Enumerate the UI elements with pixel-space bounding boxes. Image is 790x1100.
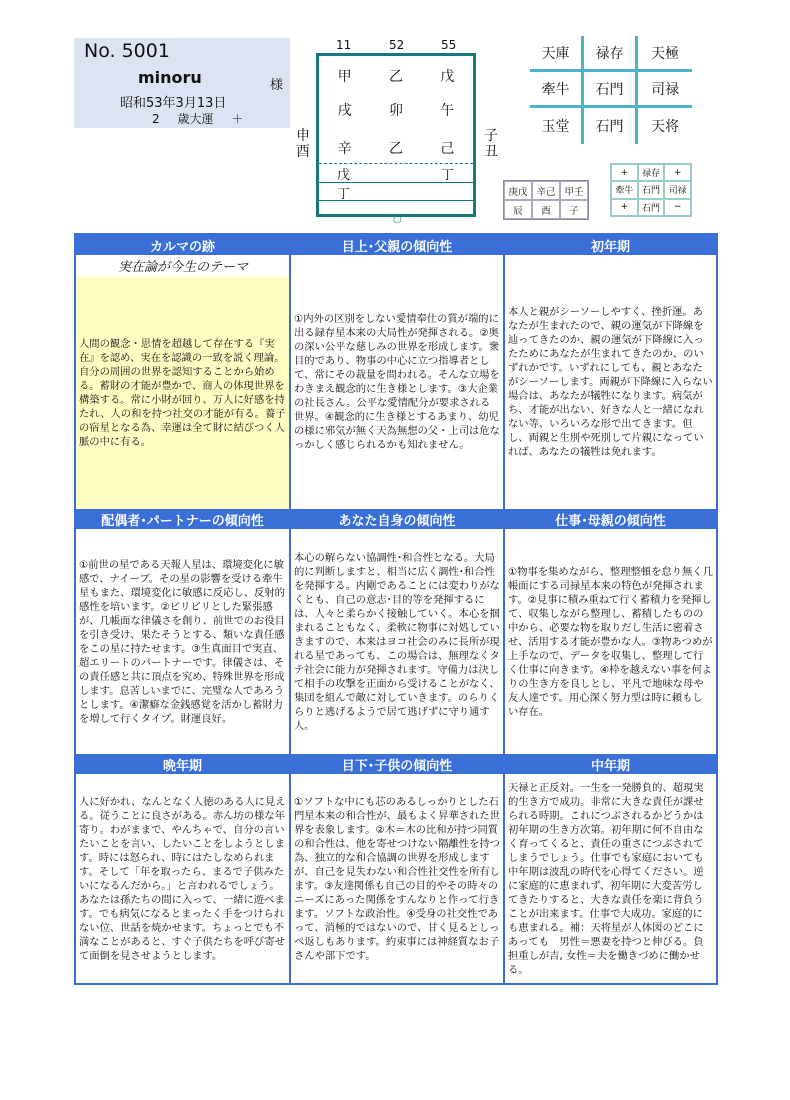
self-text: 本心の解らない協調性･和合性となる。大局的に判断しますと、相当に広く調性･和合性を発揮する。内剛であることには変わりがなくとも、自己の意志･目的等を発揮するには、人々と柔らかく接触していく。本心を掴まれることもなく、柔軟に物事に対処していきますので、本来はヨコ社会のみに長所が現れる星であっても、この場合は、無理なくタテ社会に能力が発揮されます。守備力は決して相手の攻撃を正面から受けることがなく、集団を組んで敵に対していきます。のらりくらりと逃げるようで居て逃げずに守り通す人。 bbox=[291, 529, 503, 754]
karma-header: カルマの跡 bbox=[76, 235, 289, 255]
small-cell: 牽牛 bbox=[611, 181, 638, 198]
star-cell: 司禄 bbox=[638, 72, 692, 108]
karma-text: 人間の観念・思情を超越して存在する『実在』を認め、実在を認識の一致を説く理論。自分の周囲の世界を認知することから始める。蓄財の才能が豊かで、商人の体現世界を構築する。常に小財が回り、万人に好感を持たれ、人の和を持つ社交の才能が有る。養子の宿星となる為、幸運は全て財に結びつく人脈の中に有る。 bbox=[76, 277, 289, 509]
chart-cell: 午 bbox=[440, 103, 455, 119]
tri-cell: 辛己 bbox=[532, 181, 560, 200]
star-cell: 牽牛 bbox=[530, 72, 584, 108]
birth-chart bbox=[316, 53, 476, 217]
chart-cell: 乙 bbox=[388, 69, 403, 85]
chart-row-2 bbox=[319, 100, 473, 120]
work-text: ①物事を集めながら、整理整頓を怠り無く几帳面にする司禄星本来の特色が発揮されます。②見事に積み重ねて行く蓄積力を発揮して、収集しながら整理し、蓄積したものの中から、必要な物を取りだし生活に密着させ、活用する才能が豊かな人。③物あつめが上手なので、データを収集し、整理して行く仕事に向きます。④枠を越えない事を何よりの生き方を良しとし、平凡で地味な母や友人達です。用心深く努力型は時に頼もしい存在。 bbox=[505, 529, 716, 754]
chart-cell: 卯 bbox=[388, 103, 403, 119]
tri-cell: 辰 bbox=[504, 200, 532, 219]
luck-label: 歳大運 bbox=[177, 112, 214, 126]
karma-theme: 実在論が今生のテーマ bbox=[80, 258, 286, 279]
chart-cell: 戌 bbox=[337, 103, 352, 119]
small-cell: 司禄 bbox=[664, 181, 691, 198]
star-cell: 禄存 bbox=[584, 36, 638, 72]
chart-cell: 戊 bbox=[440, 69, 455, 85]
juniors-text: ①ソフトな中にも芯のあるしっかりとした石門星本来の和合性が、最もよく昇華された世界を表象します。②木＝木の比和が持つ同質の和合性は、他を寄せつけない隔離性を持つ為、独立的な和合協調の世界を形成しますが、自己を見失わない和合性社交性を所有します。③友達関係も自己の目的やその時々のニーズにあった関係をすんなりと作って行きます。ソフトな政治性。④受身の社交性であって、消極的ではないので、甘く見るとしっぺ返しもあります。約束事には神経質なお子さんや部下です。 bbox=[291, 774, 503, 983]
work-header: 仕事･母親の傾向性 bbox=[505, 509, 716, 529]
middle-text: 天禄と正反対。一生を一発勝負的、超現実的生き方で成功。非常に大きな責任が課せられる時期。これにつぶされるかどうかは初年期の生き方次第。初年期に何不自由なく育ってくると、責任の重さにつぶされてしまうでしょう。仕事でも家庭においても中年期は波乱の時代を心得てください。逆に家庭的に恵まれず、初年期に大変苦労してきたりすると、大きな責任を楽に背負うことが出来ます。仕事で大成功。家庭的にも恵まれる。補：天将星が人体図のどこにあっても 男性＝悪妻を持つと伸びる。負担重しが吉, 女性＝夫を働きづめに働かせる。 bbox=[505, 774, 716, 983]
honorific: 様 bbox=[270, 78, 284, 93]
early-header: 初年期 bbox=[505, 235, 716, 255]
right-side-labels bbox=[484, 128, 498, 160]
client-name: minoru bbox=[138, 68, 202, 87]
self-header: あなた自身の傾向性 bbox=[291, 509, 503, 529]
luck-age: 2 bbox=[152, 112, 160, 126]
luck-sign: ＋ bbox=[231, 112, 244, 126]
chart-number-1: 11 bbox=[336, 38, 352, 52]
chart-cell: 辛 bbox=[337, 141, 352, 157]
small-cell: 石門 bbox=[638, 199, 665, 216]
right-side-1: 子 bbox=[484, 128, 498, 144]
chart-number-2: 52 bbox=[389, 38, 405, 52]
partner-text: ①前世の星である天報人星は、環境変化に敏感で、ナイーブ。その星の影響を受ける牽牛星もまた、環境変化に敏感に反応し、反射的感性を培います。②ピリピリとした緊張感が、几帳面な律儀さを創り、前世でのお役目を引き受け、果たそうとする、類いな責任感をこの星に持たせます。③生真面目で実直、超エリートのパートナーです。律儀さは、その責任感と共に頂点を究め、特殊世界を形成します。息苦しいまでに、完璧な人であろうとします。④潔癖な金銭感覚を活かし蓄財力を増して行くタイプ。財運良好。 bbox=[76, 529, 289, 754]
hidden-stem-3: 丁 bbox=[337, 187, 351, 202]
small-cell: − bbox=[664, 199, 691, 216]
tri-cell: 子 bbox=[560, 200, 588, 219]
star-grid bbox=[530, 36, 692, 144]
hidden-stem-2: 丁 bbox=[441, 168, 455, 183]
partner-header: 配偶者･パートナーの傾向性 bbox=[76, 509, 289, 529]
star-cell: 石門 bbox=[584, 72, 638, 108]
chart-bottom-mark: ○ bbox=[393, 214, 402, 225]
tri-cell: 庚戊 bbox=[504, 181, 532, 200]
chart-cell: 甲 bbox=[337, 69, 352, 85]
superiors-header: 目上･父親の傾向性 bbox=[291, 235, 503, 255]
client-header bbox=[74, 38, 290, 128]
left-side-2: 酉 bbox=[296, 144, 310, 160]
middle-header: 中年期 bbox=[505, 754, 716, 774]
chart-row-3 bbox=[319, 138, 473, 158]
star-cell: 天庫 bbox=[530, 36, 584, 72]
left-side-1: 申 bbox=[296, 128, 310, 144]
tri-cell: 酉 bbox=[532, 200, 560, 219]
stem-branch-grid bbox=[503, 180, 589, 220]
chart-number-3: 55 bbox=[441, 38, 457, 52]
star-cell: 石門 bbox=[584, 108, 638, 144]
chart-cell: 乙 bbox=[388, 141, 403, 157]
birth-date: 昭和53年3月13日 bbox=[120, 96, 227, 111]
star-cell: 天極 bbox=[638, 36, 692, 72]
tri-cell: 甲壬 bbox=[560, 181, 588, 200]
superiors-text: ①内外の区別をしない愛情奉仕の質が端的に出る録存星本来の大局性が発揮される。②奥の深い公平な慈しみの世界を形成します。衆目的であり、物事の中心に立つ指導者として、常にその裁量を問われる。そんな立場をわきまえ観念的に生き様とします。③大企業の社長さん。公平な愛情配分が要求される世界。④観念的に生き様とするあまり、幼児の様に邪気が無く天為無想の父・上司は危なっかしく感じられるかも知れません。 bbox=[291, 255, 503, 509]
chart-cell: 己 bbox=[440, 141, 455, 157]
small-star-grid bbox=[610, 163, 692, 217]
juniors-header: 目下･子供の傾向性 bbox=[291, 754, 503, 774]
late-text: 人に好かれ、なんとなく人徳のある人に見える。従うことに良さがある。赤ん坊の様な年寄り。わがままで、やんちゃで、自分の言いたいことを言い、したいことをしようとします。時には怒られ、時にはたしなめられます。そして「年を取ったら、まるで子供みたいになるんだから。」と言われるでしょう。あなたは孫たちの間に入って、一緒に遊べます。でも病気になるとまったく手をつけられない位、世話を焼かせます。ちょっとでも不満なことがあると、すぐ子供たちを呼び寄せて面倒を見させようとします。 bbox=[76, 774, 289, 983]
small-cell: + bbox=[611, 164, 638, 181]
small-cell: + bbox=[664, 164, 691, 181]
right-side-2: 丑 bbox=[484, 144, 498, 160]
star-cell: 天将 bbox=[651, 119, 679, 135]
luck-info bbox=[152, 110, 257, 127]
small-cell: 禄存 bbox=[638, 164, 665, 181]
record-number: No. 5001 bbox=[84, 40, 170, 62]
late-header: 晩年期 bbox=[76, 754, 289, 774]
chart-row-1 bbox=[319, 66, 473, 86]
early-text: 本人と親がシーソーしやすく、挫折運。あなたが生まれたので、親の運気が下降線を辿ってきたのか、親の運気が下降線に入ったためにあなたが生まれてきたのか、のいずれかです。いずれにしても、親とあなたがシーソーします。両親が下降線に入らない場合は、あなたが犠牲になります。病気がち、才能が出ない、好きな人と一緒になれない等、いろいろな形で出てきます。但し、両親と生別や死別して片親になっていれば、あなたの犠牲は免れます。 bbox=[505, 255, 716, 509]
reading-table bbox=[74, 233, 718, 985]
small-cell: + bbox=[611, 199, 638, 216]
chart-line bbox=[319, 200, 473, 201]
hidden-stem-1: 戊 bbox=[337, 168, 351, 183]
left-side-labels bbox=[296, 128, 310, 160]
small-cell: 石門 bbox=[638, 181, 665, 198]
star-cell: 玉堂 bbox=[530, 108, 584, 144]
